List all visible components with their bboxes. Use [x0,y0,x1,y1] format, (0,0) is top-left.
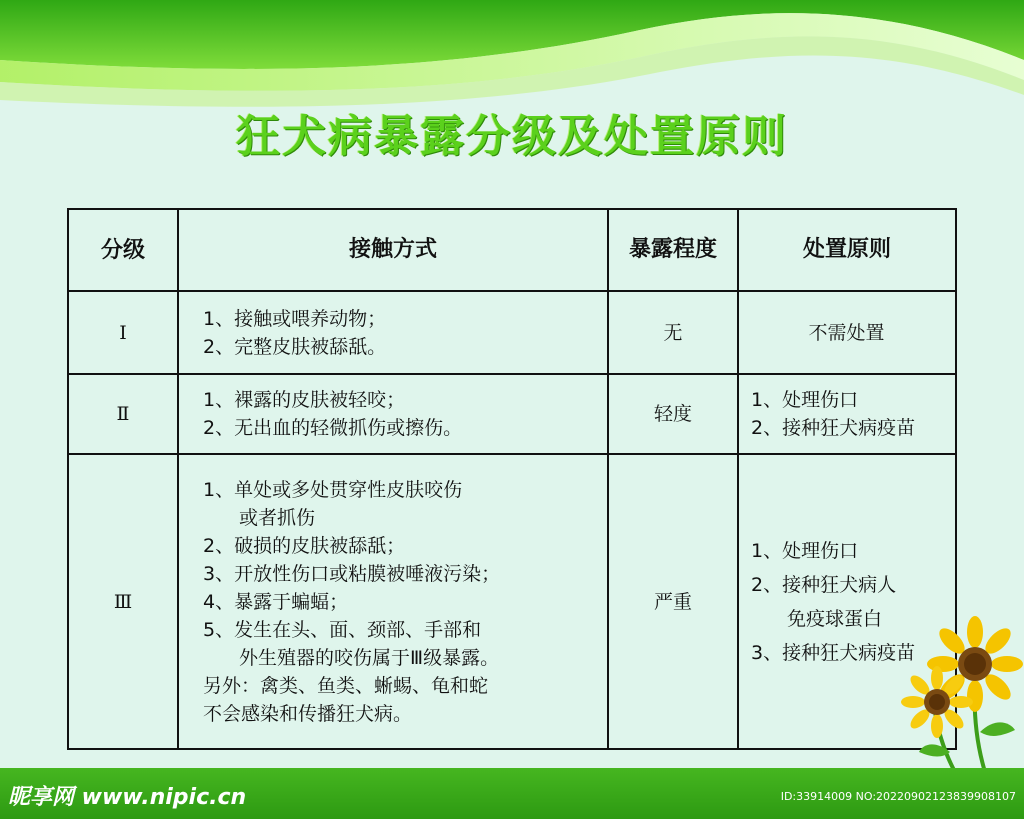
treatment-line: 免疫球蛋白 [787,607,883,630]
contact-line: 不会感染和传播狂犬病。 [203,702,413,725]
header-degree: 暴露程度 [608,209,738,291]
page-title: 狂犬病暴露分级及处置原则 [236,111,788,162]
contact-line: 或者抓伤 [239,506,316,529]
degree-cell: 严重 [608,454,738,749]
level-cell: Ⅲ [68,454,178,749]
treatment-line: 3、接种狂犬病疫苗 [751,641,916,664]
treatment-cell [738,374,956,454]
degree-cell: 无 [608,291,738,374]
table-row [68,291,956,374]
treatment-line: 1、处理伤口 [751,389,859,411]
contact-line: 2、无出血的轻微抓伤或擦伤。 [203,417,463,439]
contact-line: 1、接触或喂养动物； [203,307,387,330]
sunflower-decoration [895,612,1024,772]
contact-line: 外生殖器的咬伤属于Ⅲ级暴露。 [239,646,500,669]
treatment-cell [738,291,956,374]
level-cell: Ⅰ [68,291,178,374]
level-cell: Ⅱ [68,374,178,454]
watermark-id: ID:33914009 NO:20220902123839908107 [780,790,1016,803]
contact-cell [178,454,608,749]
treatment-line: 不需处置 [808,321,885,344]
header-contact: 接触方式 [178,209,608,291]
table-row [68,374,956,454]
header-level: 分级 [68,209,178,291]
watermark-logo: 昵享网 www.nipic.cn [8,785,247,810]
contact-line: 2、破损的皮肤被舔舐； [203,534,406,557]
footer-bar [0,768,1024,819]
header-treatment: 处置原则 [738,209,956,291]
treatment-line: 2、接种狂犬病人 [751,573,897,596]
table-header-row [68,209,956,291]
contact-line: 另外：禽类、鱼类、蜥蜴、龟和蛇 [203,674,489,697]
exposure-table [67,208,957,750]
treatment-line: 2、接种狂犬病疫苗 [751,417,916,439]
contact-line: 1、单处或多处贯穿性皮肤咬伤 [203,478,463,501]
treatment-line: 1、处理伤口 [751,539,859,562]
contact-line: 2、完整皮肤被舔舐。 [203,335,387,358]
contact-line: 3、开放性伤口或粘膜被唾液污染； [203,562,501,585]
contact-line: 5、发生在头、面、颈部、手部和 [203,618,482,641]
contact-line: 4、暴露于蝙蝠； [203,590,349,613]
contact-cell [178,291,608,374]
contact-cell [178,374,608,454]
degree-cell: 轻度 [608,374,738,454]
table-row [68,454,956,749]
contact-line: 1、裸露的皮肤被轻咬； [203,389,406,411]
